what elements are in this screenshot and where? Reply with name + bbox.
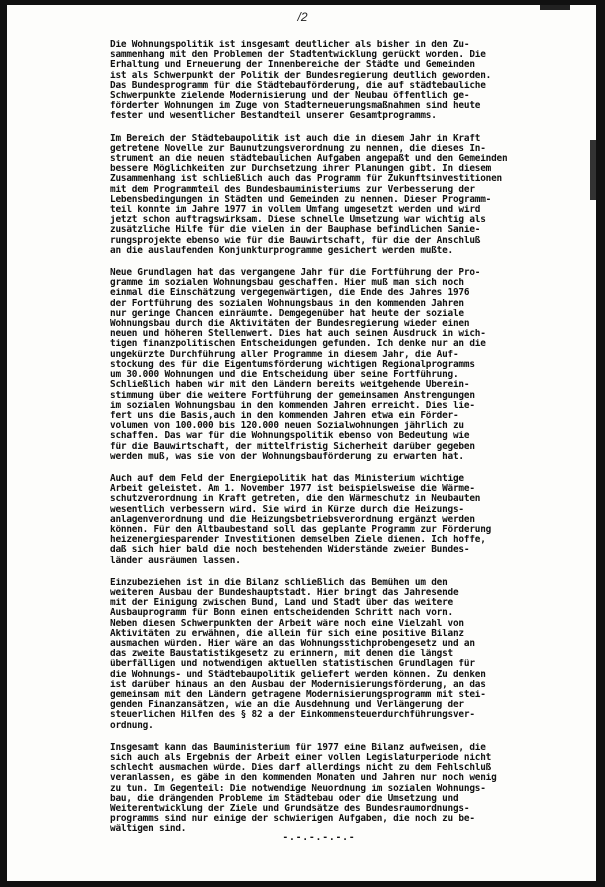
text-line: die Wohnungs- und Städtebaupolitik geliefert werden können. Zu denken <box>110 669 486 680</box>
text-line: heizenergiesparender Investitionen demselben Ziele dienen. Ich hoffe, <box>110 535 486 546</box>
text-line: gramme im sozialen Wohnungsbau geschaffen. Hier muß man sich noch <box>110 278 464 289</box>
text-line: im sozialen Wohnungsbau in den kommenden Jahren erreicht. Dies lie- <box>110 400 475 411</box>
text-line: daß sich hier bald die noch bestehenden Widerstände zweier Bundes- <box>110 545 470 556</box>
text-line: schlecht ausmachen würde. Dies darf allerdings nicht zu dem Fehlschluß <box>110 763 492 774</box>
text-line: stimmung über die weitere Fortführung der gemeinsamen Anstrengungen <box>110 390 475 401</box>
text-line: das zweite Baustatistikgesetz zu erinnern, mit denen die längst <box>110 649 453 660</box>
text-line: teil konnte im Jahre 1977 in vollem Umfang umgesetzt werden und wird <box>110 205 481 216</box>
text-line: steuerlichen Hilfen des § 82 a der Einkommensteuerdurchführungsver- <box>110 710 475 721</box>
text-line: weiteren Ausbau der Bundeshauptstadt. Hier bringt das Jahresende <box>110 587 459 598</box>
scan-artifact-side <box>590 140 596 200</box>
text-line: mit dem Programmteil des Bundesbauministeriums zur Verbesserung der <box>110 184 475 195</box>
text-line: um 30.000 Wohnungen und die Entscheidung über seine Fortführung. <box>110 370 459 381</box>
paragraph-2 <box>110 134 528 256</box>
text-line: strument an die neuen städtebaulichen Aufgaben angepaßt und den Gemeinden <box>110 154 508 165</box>
text-line: wältigen sind. <box>110 824 187 835</box>
text-line: Lebensbedingungen in Städten und Gemeinden zu nennen. Dieser Programm- <box>110 194 492 205</box>
text-line: Das Bundesprogramm für die Städtebauförderung, die auf städtebauliche <box>110 80 486 91</box>
text-line: volumen von 100.000 bis 120.000 neuen Sozialwohnungen jährlich zu <box>110 421 464 432</box>
text-line: der Fortführung des sozialen Wohnungsbaus in den kommenden Jahren <box>110 298 464 309</box>
paragraph-3 <box>110 268 528 462</box>
text-line: fert uns die Basis,auch in den kommenden Jahren etwa ein Förder- <box>110 410 459 421</box>
closing-mark: -.-.-.-.-.- <box>282 831 356 843</box>
paragraph-5 <box>110 578 528 731</box>
text-line: neuen und höheren Stellenwert. Dies hat auch seinen Ausdruck in wich- <box>110 329 486 340</box>
paragraph-4 <box>110 474 528 566</box>
text-line: Schließlich haben wir mit den Ländern bereits weitgehende Überein- <box>110 380 470 391</box>
text-line: förderter Wohnungen im Zuge von Stadterneuerungsmaßnahmen sind heute <box>110 101 481 112</box>
text-line: anlagenverordnung und die Heizungsbetriebsverordnung ergänzt werden <box>110 514 475 525</box>
text-line: Schwerpunkte zielende Modernisierung und der Neubau öffentlich ge- <box>110 91 470 102</box>
text-line: zusätzliche Hilfe für die vielen in der Bauphase befindlichen Sanie- <box>110 225 481 236</box>
text-line: fester und wesentlicher Bestandteil unserer Gesamtprogramms. <box>110 111 437 122</box>
text-line: ist als Schwerpunkt der Politik der Bundesregierung deutlich geworden. <box>110 70 492 81</box>
text-line: zu tun. Im Gegenteil: Die notwendige Neuordnung im sozialen Wohnungs- <box>110 783 486 794</box>
text-line: schutzverordnung in Kraft getreten, die den Wärmeschutz in Neubauten <box>110 494 481 505</box>
text-line: Auch auf dem Feld der Energiepolitik hat das Ministerium wichtige <box>110 473 464 484</box>
text-line: rungsprojekte ebenso wie für die Bauwirtschaft, für die der Anschluß <box>110 235 481 246</box>
text-line: nur geringe Chancen einräumte. Demgegenüber hat heute der soziale <box>110 308 464 319</box>
text-line: sich auch als Ergebnis der Arbeit einer vollen Legislaturperiode nicht <box>110 753 492 763</box>
text-line: Im Bereich der Städtebaupolitik ist auch die in diesem Jahr in Kraft <box>110 133 481 144</box>
text-line: getretene Novelle zur Baunutzungsverordnung zu nennen, die dieses In- <box>110 143 486 154</box>
text-line: veranlassen, es gäbe in den kommenden Monaten und Jahren nur noch wenig <box>110 773 497 784</box>
document-body <box>110 40 528 855</box>
text-line: einmal die Einschätzung vergegenwärtigen, die Ende des Jahres 1976 <box>110 288 470 299</box>
text-line: Zusammenhang ist schließlich auch das Programm für Zukunftsinvestitionen <box>110 174 502 185</box>
text-line: Neben diesen Schwerpunkten der Arbeit wäre noch eine Vielzahl von <box>110 618 464 629</box>
text-line: können. Für den Altbaubestand soll das geplante Programm zur Förderung <box>110 524 492 535</box>
text-line: bau, die drängenden Probleme im Städtebau oder die Umsetzung und <box>110 793 459 804</box>
text-line: ausmachen würden. Hier wäre an das Wohnungsstichprobengesetz und an <box>110 638 475 649</box>
text-line: für die Bauwirtschaft, der mittelfristig Sicherheit darüber gegeben <box>110 441 475 452</box>
text-line: ordnung. <box>110 720 154 731</box>
text-line: genden Finanzansätzen, wie an die Ausdehnung und Verlängerung der <box>110 700 464 711</box>
paragraph-1 <box>110 40 528 122</box>
text-line: sammenhang mit den Problemen der Stadtentwicklung gerückt worden. Die <box>110 50 486 61</box>
text-line: stockung des für die Eigentumsförderung wichtigen Regionalprogramms <box>110 359 475 370</box>
text-line: mit der Einigung zwischen Bund, Land und Stadt über das weitere <box>110 598 453 609</box>
text-line: überfälligen und notwendigen aktuellen statistischen Grundlagen für <box>110 659 475 670</box>
text-line: Aktivitäten zu erwähnen, die allein für sich eine positive Bilanz <box>110 628 464 639</box>
text-line: ungekürzte Durchführung aller Programme in diesem Jahr, die Auf- <box>110 349 459 360</box>
text-line: Arbeit geleistet. Am 1. November 1977 ist beispielsweise die Wärme- <box>110 484 475 495</box>
text-line: Weiterentwicklung der Ziele und Grundsätze des Bundesraumordnungs- <box>110 804 470 815</box>
text-line: gemeinsam mit den Ländern getragene Modernisierungsprogramm mit stei- <box>110 689 486 700</box>
text-line: Erhaltung und Erneuerung der Innenbereiche der Städte und Gemeinden <box>110 60 475 71</box>
text-line: Die Wohnungspolitik ist insgesamt deutlicher als bisher in den Zu- <box>110 40 470 50</box>
text-line: tigen finanzpolitischen Entscheidungen gefunden. Ich denke nur an die <box>110 339 486 350</box>
text-line: Wohnungsbau durch die Aktivitäten der Bundesregierung wieder einen <box>110 319 470 330</box>
page-number: /2 <box>297 10 308 24</box>
text-line: Neue Grundlagen hat das vergangene Jahr für die Fortführung der Pro- <box>110 268 481 279</box>
paragraph-6 <box>110 743 528 843</box>
text-line: Insgesamt kann das Bauministerium für 1977 eine Bilanz aufweisen, die <box>110 742 486 753</box>
text-line: bessere Möglichkeiten zur Durchsetzung ihrer Planungen gibt. In diesem <box>110 164 492 175</box>
text-line: jetzt schon auftragswirksam. Diese schnelle Umsetzung war wichtig als <box>110 215 486 226</box>
text-line: länder ausräumen lassen. <box>110 555 241 566</box>
text-line: ist darüber hinaus an den Ausbau der Modernisierungsförderung, an das <box>110 679 486 690</box>
text-line: wesentlich verbessern wird. Sie wird in Kürze durch die Heizungs- <box>110 504 464 515</box>
text-line: schaffen. Das war für die Wohnungspolitik ebenso von Bedeutung wie <box>110 431 470 442</box>
text-line: Einzubeziehen ist in die Bilanz schließlich das Bemühen um den <box>110 577 448 588</box>
text-line: programms sind nur einige der schwierigen Aufgaben, die noch zu be- <box>110 814 475 825</box>
text-line: an die auslaufenden Konjunkturprogramme gesichert werden mußte. <box>110 245 453 256</box>
text-line: Ausbauprogramm für Bonn einen entscheidenden Schritt nach vorn. <box>110 608 453 619</box>
text-line: werden muß, was sie von der Wohnungsbauförderung zu erwarten hat. <box>110 451 464 462</box>
